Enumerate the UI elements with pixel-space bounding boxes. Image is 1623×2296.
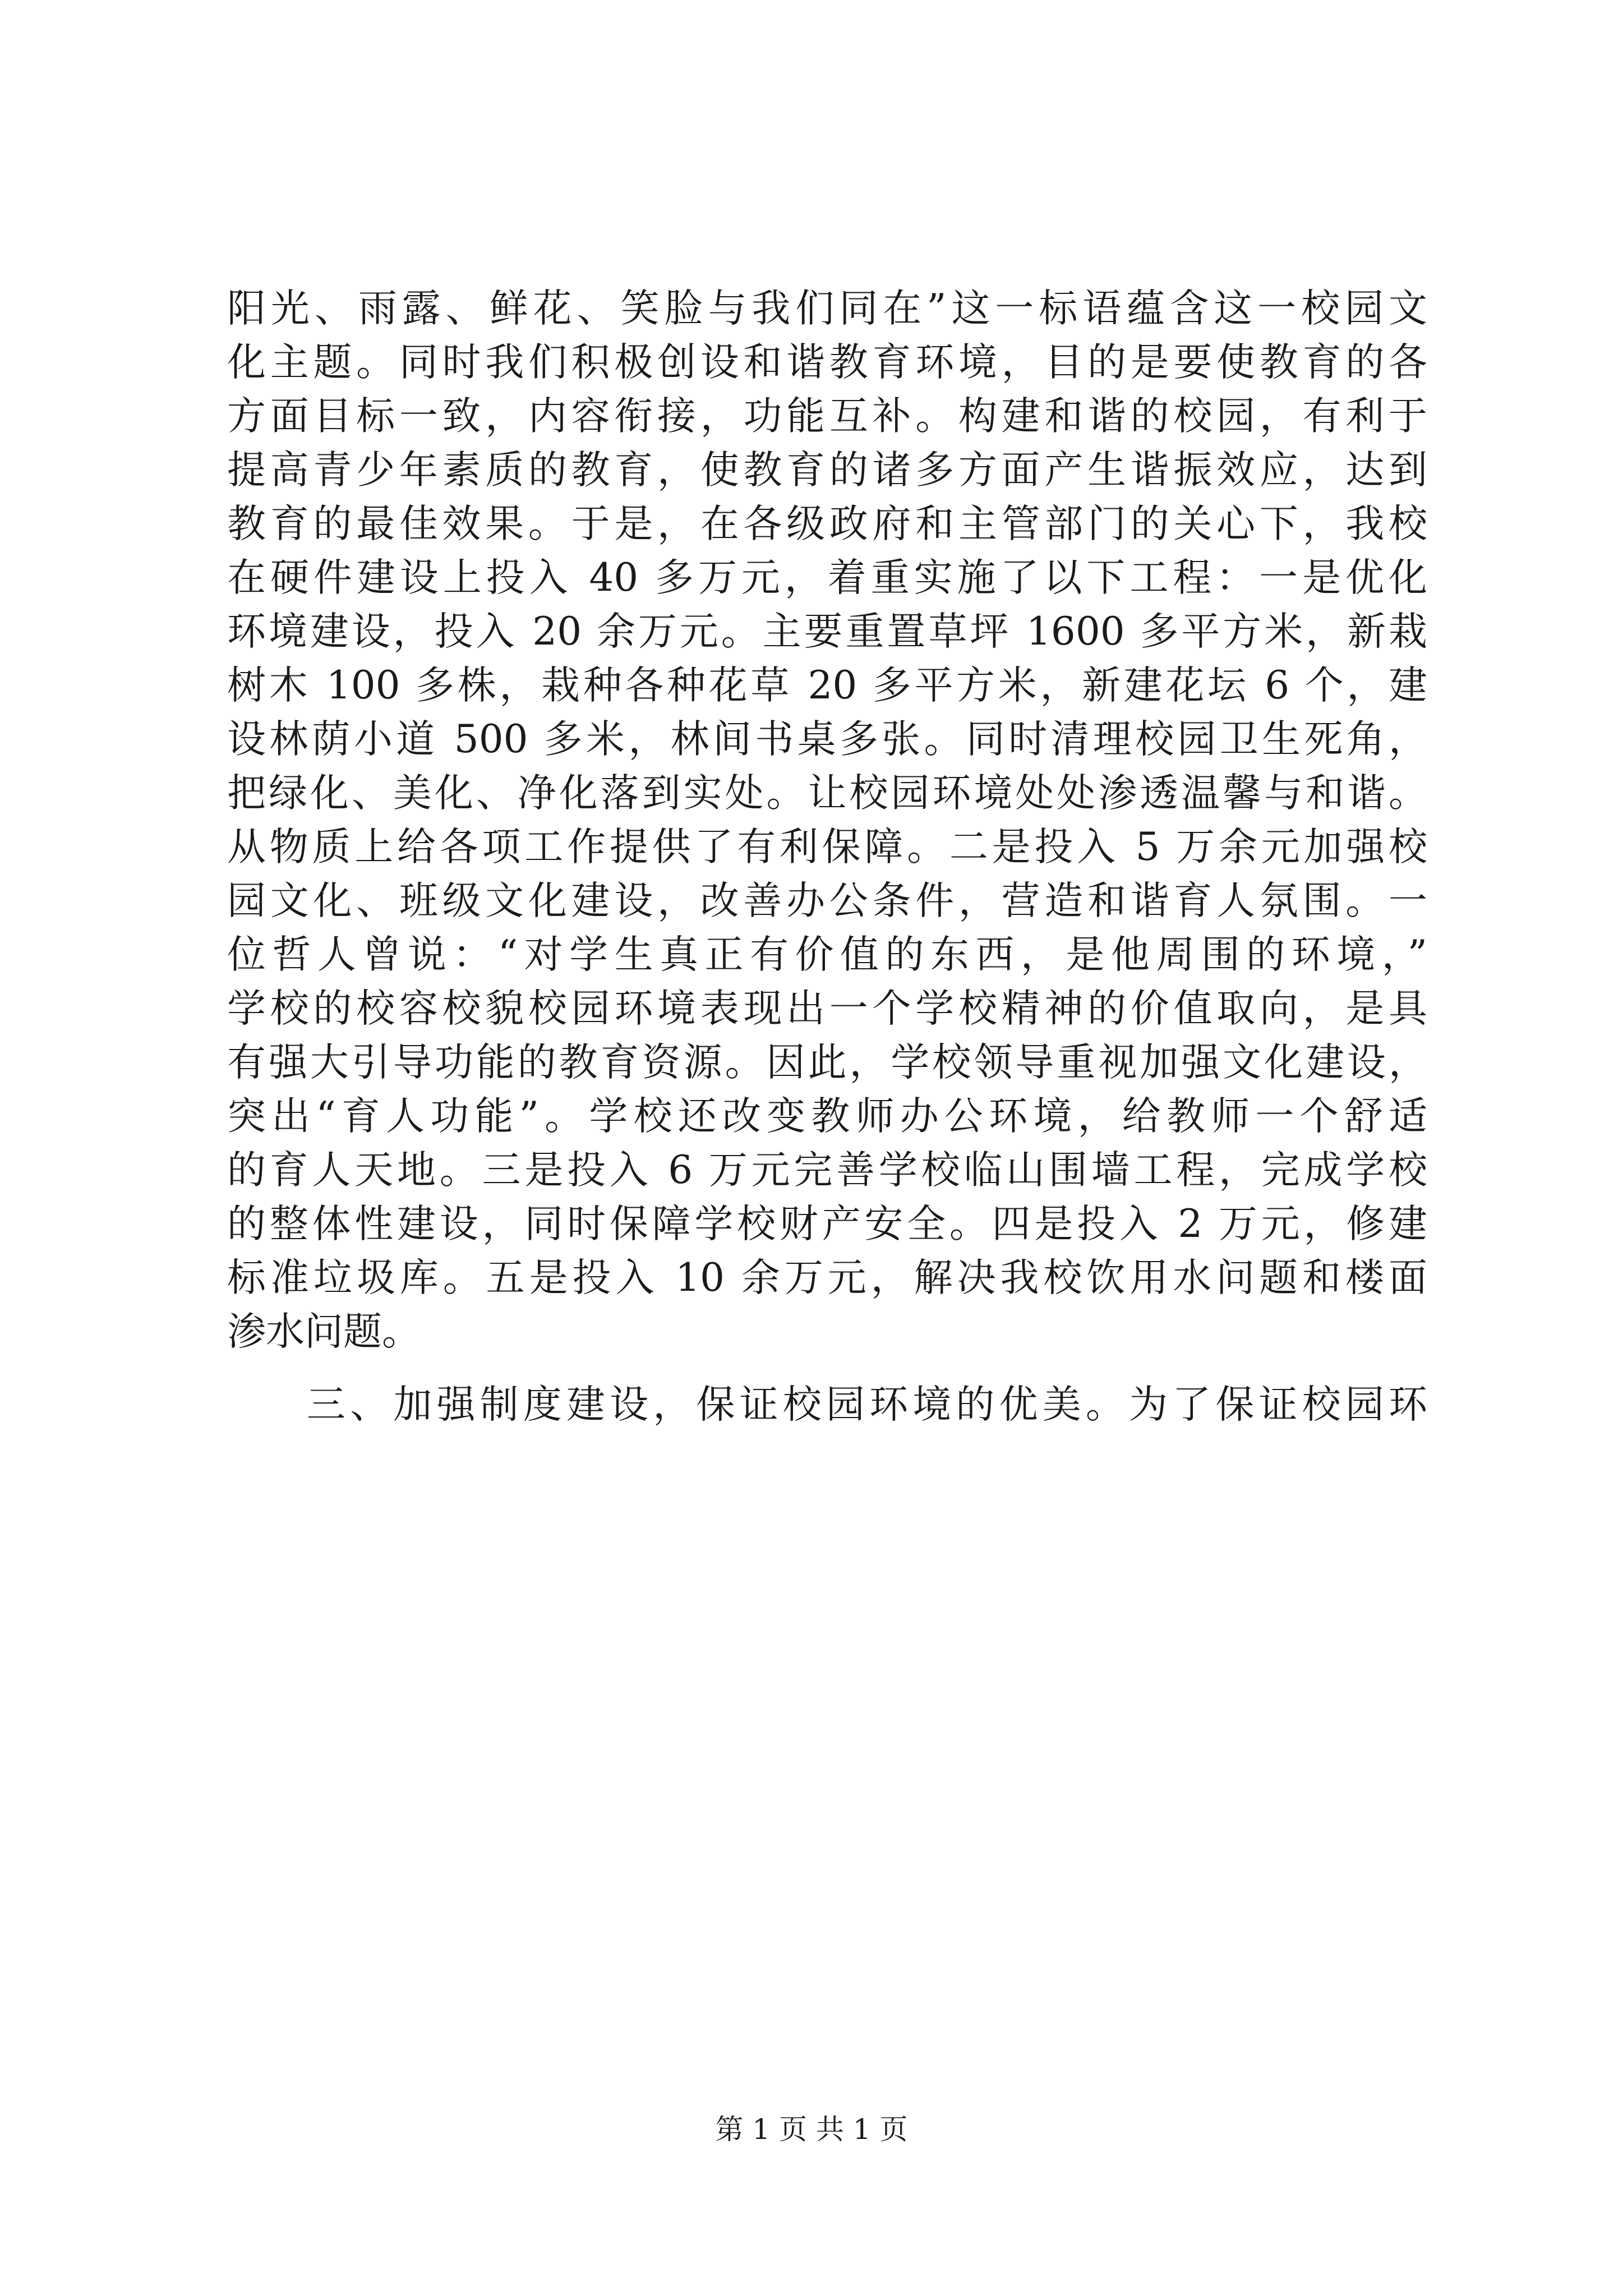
text-line: 从物质上给各项工作提供了有利保障。二是投入 5 万余元加强校: [227, 825, 1427, 869]
text-line: 树木 100 多株，栽种各种花草 20 多平方米，新建花坛 6 个，建: [227, 663, 1427, 708]
text-line: 渗水问题。: [227, 1309, 421, 1354]
document-body: [227, 282, 1427, 1432]
text-line: 阳光、雨露、鲜花、笑脸与我们同在”这一标语蕴含这一校园文: [227, 286, 1427, 331]
text-line: 教育的最佳效果。于是，在各级政府和主管部门的关心下，我校: [227, 501, 1427, 546]
text-line: 园文化、班级文化建设，改善办公条件，营造和谐育人氛围。一: [227, 878, 1427, 923]
text-line: 把绿化、美化、净化落到实处。让校园环境处处渗透温馨与和谐。: [227, 771, 1427, 816]
text-line: 在硬件建设上投入 40 多万元，着重实施了以下工程：一是优化: [227, 555, 1427, 600]
text-line: 方面目标一致，内容衔接，功能互补。构建和谐的校园，有利于: [227, 394, 1427, 439]
text-line: 提高青少年素质的教育，使教育的诸多方面产生谐振效应，达到: [227, 448, 1427, 493]
text-line: 的育人天地。三是投入 6 万元完善学校临山围墙工程，完成学校: [227, 1148, 1427, 1193]
section-three-heading-line: 三、加强制度建设，保证校园环境的优美。为了保证校园环: [307, 1382, 1427, 1427]
text-line: 学校的校容校貌校园环境表现出一个学校精神的价值取向，是具: [227, 986, 1427, 1031]
text-line: 化主题。同时我们积极创设和谐教育环境，目的是要使教育的各: [227, 340, 1427, 385]
text-line: 突出“育人功能”。学校还改变教师办公环境，给教师一个舒适: [227, 1094, 1427, 1139]
text-line: 的整体性建设，同时保障学校财产安全。四是投入 2 万元，修建: [227, 1202, 1427, 1246]
text-line: 有强大引导功能的教育资源。因此，学校领导重视加强文化建设，: [227, 1040, 1427, 1085]
text-line: 位哲人曾说：“对学生真正有价值的东西，是他周围的环境，”: [227, 932, 1427, 977]
paragraph-gap: [227, 1359, 1427, 1378]
text-line: 环境建设，投入 20 余万元。主要重置草坪 1600 多平方米，新栽: [227, 609, 1427, 654]
text-line: 标准垃圾库。五是投入 10 余万元，解决我校饮用水问题和楼面: [227, 1255, 1427, 1300]
text-line: 设林荫小道 500 多米，林间书桌多张。同时清理校园卫生死角，: [227, 717, 1427, 762]
page-footer: 第 1 页 共 1 页: [715, 2113, 908, 2146]
